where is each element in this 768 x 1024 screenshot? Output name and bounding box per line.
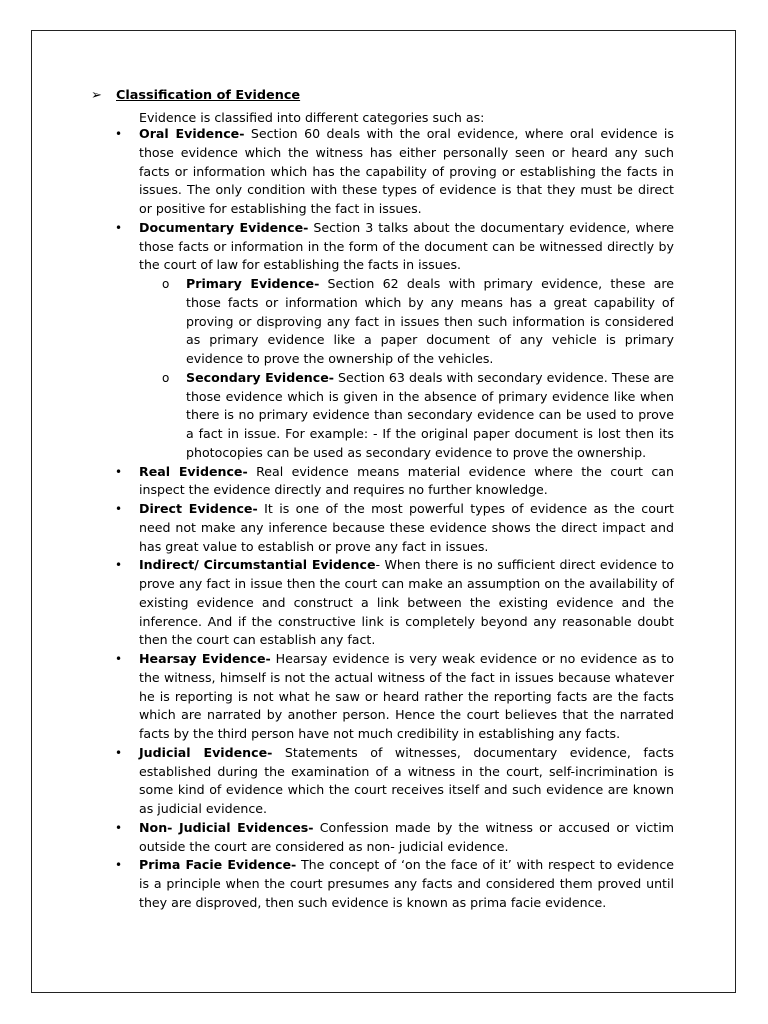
sub-item-text: Section 63 deals with secondary evidence. These are those evidence which is given in the absence of primary evidence like when there is no primary evidence than secondary evidence can be used to prove a fact in issue. For example: - If the original paper document is lost then its photocopies can be used as secondary evidence to prove the ownership. [186, 369, 674, 460]
sub-item-secondary [162, 369, 674, 463]
item-text: Real evidence means material evidence where the court can inspect the evidence directly and requires no further knowledge. [139, 463, 674, 498]
item-term: Prima Facie Evidence- [139, 857, 297, 873]
evidence-list [115, 125, 675, 913]
bullet-icon: • [115, 502, 123, 516]
list-item-circumstantial [115, 556, 675, 650]
bullet-icon: • [115, 220, 123, 235]
item-term: Hearsay Evidence- [139, 651, 271, 666]
item-text: Hearsay evidence is very weak evidence or no evidence as to the witness, himself is not the actual witness of the fact in issues because whatever he is reporting is not what he saw or heard rather the reporting facts are the facts which are narrated by another person. Hence the court believes that the narrated facts by the third person have not much credibility in establishing any facts. [139, 651, 674, 741]
heading-title: Classification of Evidence [116, 88, 301, 103]
list-item-real [115, 463, 674, 501]
sub-item-term: Secondary Evidence- [186, 369, 334, 385]
item-text: The concept of ‘on the face of it’ with respect to evidence is a principle when the court presumes any facts and considered them proved until they are disproved, then such evidence is known as prima facie evidence. [139, 857, 674, 910]
bullet-icon: • [115, 558, 123, 573]
sub-bullet-icon: o [162, 277, 170, 291]
bullet-icon: • [115, 858, 123, 873]
item-term: Direct Evidence- [139, 501, 258, 516]
item-text: Confession made by the witness or accused or victim outside the court are considered as non- judicial evidence. [139, 819, 674, 854]
arrow-bullet-icon: ➢ [91, 88, 102, 103]
list-item-non-judicial [115, 819, 674, 857]
sub-item-term: Primary Evidence- [186, 276, 320, 291]
item-text: Section 3 talks about the documentary evidence, where those facts or information in the form of the document can be witnessed directly by the court of law for establishing the facts in issues. [139, 219, 674, 273]
list-item-documentary [115, 219, 674, 275]
intro-text: Evidence is classified into different categories such as: [139, 110, 485, 125]
list-item-judicial [115, 744, 674, 819]
item-term: Oral Evidence- [139, 126, 245, 141]
sub-item-primary [162, 275, 674, 369]
item-term: Judicial Evidence- [139, 744, 273, 760]
item-text: - When there is no sufficient direct evidence to prove any fact in issue then the court can make an assumption on the availability of existing evidence and construct a link between the existing evidence and the inference. And if the constructive link is completely beyond any reasonable doubt then the court can establish any fact. [139, 557, 675, 648]
bullet-icon: • [115, 127, 123, 141]
item-text: It is one of the most powerful types of evidence as the court need not make any inference because these evidence shows the direct impact and has great value to establish or prove any fact in issues. [139, 501, 674, 554]
item-term: Documentary Evidence- [139, 219, 309, 235]
list-item-oral [115, 125, 674, 219]
item-term: Non- Judicial Evidences- [139, 819, 314, 835]
item-text: Section 60 deals with the oral evidence, where oral evidence is those evidence which the witness has either personally seen or heard any such facts or information which has the capability of proving or establishing the facts in issues. The only condition with these types of evidence is that they must be direct or positive for establishing the fact in issues. [139, 126, 674, 216]
list-item-hearsay [115, 650, 674, 744]
bullet-icon: • [115, 652, 123, 666]
item-term: Real Evidence- [139, 463, 248, 479]
bullet-icon: • [115, 820, 123, 835]
bullet-icon: • [115, 464, 123, 479]
section-heading [91, 86, 300, 105]
sub-bullet-icon: o [162, 370, 170, 385]
item-term: Indirect/ Circumstantial Evidence [139, 557, 376, 573]
sub-item-text: Section 62 deals with primary evidence, these are those facts or information which by any means has a great capability of proving or disproving any fact in issues then such information is considered as primary evidence like a paper document of any vehicle is primary evidence to prove the ownership of the vehicles. [186, 276, 674, 366]
list-item-prima-facie [115, 856, 674, 912]
bullet-icon: • [115, 745, 123, 760]
item-text: Statements of witnesses, documentary evidence, facts established during the examination of a witness in the court, self-incrimination is some kind of evidence which the court receives itself and such evidence are known as judicial evidence. [139, 744, 674, 816]
list-item-direct [115, 500, 674, 556]
